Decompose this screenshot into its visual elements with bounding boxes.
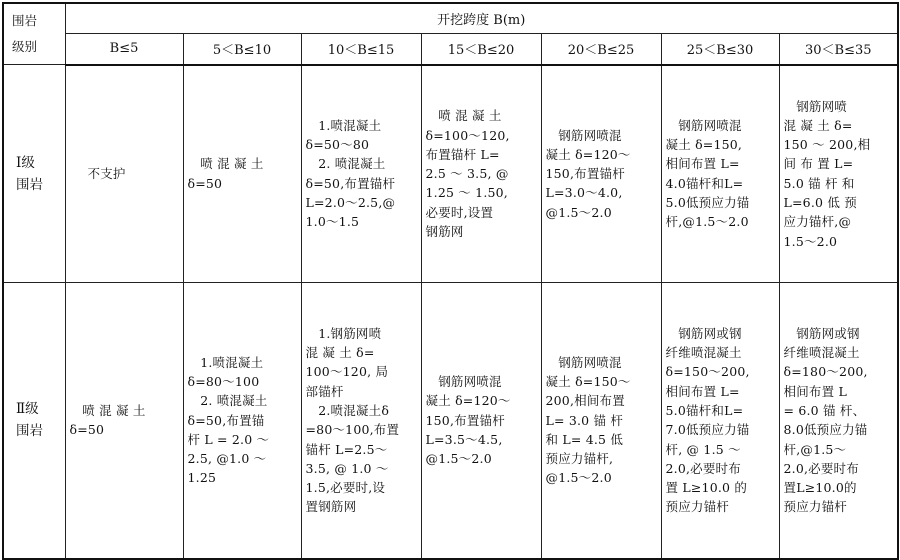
corner-line-1: 围岩 <box>12 13 38 28</box>
column-header: 20＜B≤25 <box>541 34 661 65</box>
table-cell: 钢筋网喷混 凝土 δ=120～ 150,布置锚杆 L=3.5～4.5, @1.5～2.0 <box>421 283 541 559</box>
table-cell: 钢筋网或钢 纤维喷混凝土 δ=180～200, 相间布置 L = 6.0 锚 杆、 8.0低预应力锚 杆,@1.5～ 2.0,必要时布 置L≥10.0的 预应力锚杆 <box>779 283 898 559</box>
table-cell: 不支护 <box>65 65 183 283</box>
corner-line-2: 级别 <box>12 39 38 54</box>
header-row-2 <box>3 34 898 65</box>
table-cell: 1.喷混凝土 δ=80～100 2. 喷混凝土 δ=50,布置锚 杆 L = 2.0 ～ 2.5, @1.0 ～ 1.25 <box>183 283 301 559</box>
support-table-container <box>2 2 897 554</box>
column-header: 30＜B≤35 <box>779 34 898 65</box>
header-row-1 <box>3 3 898 34</box>
grade-label <box>3 283 65 559</box>
support-table <box>2 2 899 560</box>
table-cell: 喷 混 凝 土 δ=50 <box>65 283 183 559</box>
column-header: 25＜B≤30 <box>661 34 779 65</box>
table-cell: 喷 混 凝 土 δ=100～120, 布置锚杆 L= 2.5 ～ 3.5, @ 1.25 ～ 1.50, 必要时,设置 钢筋网 <box>421 65 541 283</box>
corner-header <box>3 3 65 65</box>
table-cell: 钢筋网喷 混 凝 土 δ= 150 ～ 200,相 间 布 置 L= 5.0 锚 杆 和 L=6.0 低 预 应力锚杆,@ 1.5～2.0 <box>779 65 898 283</box>
grade-line-1: Ⅰ级 <box>16 154 35 171</box>
grade-line-1: Ⅱ级 <box>16 401 39 418</box>
grade-line-2: 围岩 <box>16 176 43 193</box>
column-header: 10＜B≤15 <box>301 34 421 65</box>
column-header: B≤5 <box>65 34 183 65</box>
grade-line-2: 围岩 <box>16 423 43 440</box>
table-cell: 钢筋网或钢 纤维喷混凝土 δ=150～200, 相间布置 L= 5.0锚杆和L= 7.0低预应力锚 杆, @ 1.5 ～ 2.0,必要时布 置 L≥10.0 的 预应力锚杆 <box>661 283 779 559</box>
table-cell: 1.钢筋网喷 混 凝 土 δ= 100～120, 局 部锚杆 2.喷混凝土δ =80～100,布置 锚杆 L=2.5～ 3.5, @ 1.0 ～ 1.5,必要时,设 置钢筋网 <box>301 283 421 559</box>
span-header: 开挖跨度 B(m) <box>65 3 898 34</box>
table-cell: 钢筋网喷混 凝土 δ=150～ 200,相间布置 L= 3.0 锚 杆 和 L= 4.5 低 预应力锚杆, @1.5～2.0 <box>541 283 661 559</box>
table-cell: 钢筋网喷混 凝土 δ=150, 相间布置 L= 4.0锚杆和L= 5.0低预应力锚 杆,@1.5～2.0 <box>661 65 779 283</box>
column-header: 5＜B≤10 <box>183 34 301 65</box>
table-cell: 钢筋网喷混 凝土 δ=120～ 150,布置锚杆 L=3.0～4.0, @1.5～2.0 <box>541 65 661 283</box>
table-row <box>3 65 898 283</box>
table-row <box>3 283 898 559</box>
grade-label <box>3 65 65 283</box>
column-header: 15＜B≤20 <box>421 34 541 65</box>
table-cell: 喷 混 凝 土 δ=50 <box>183 65 301 283</box>
table-cell: 1.喷混凝土 δ=50～80 2. 喷混凝土 δ=50,布置锚杆 L=2.0～2.5,@ 1.0～1.5 <box>301 65 421 283</box>
